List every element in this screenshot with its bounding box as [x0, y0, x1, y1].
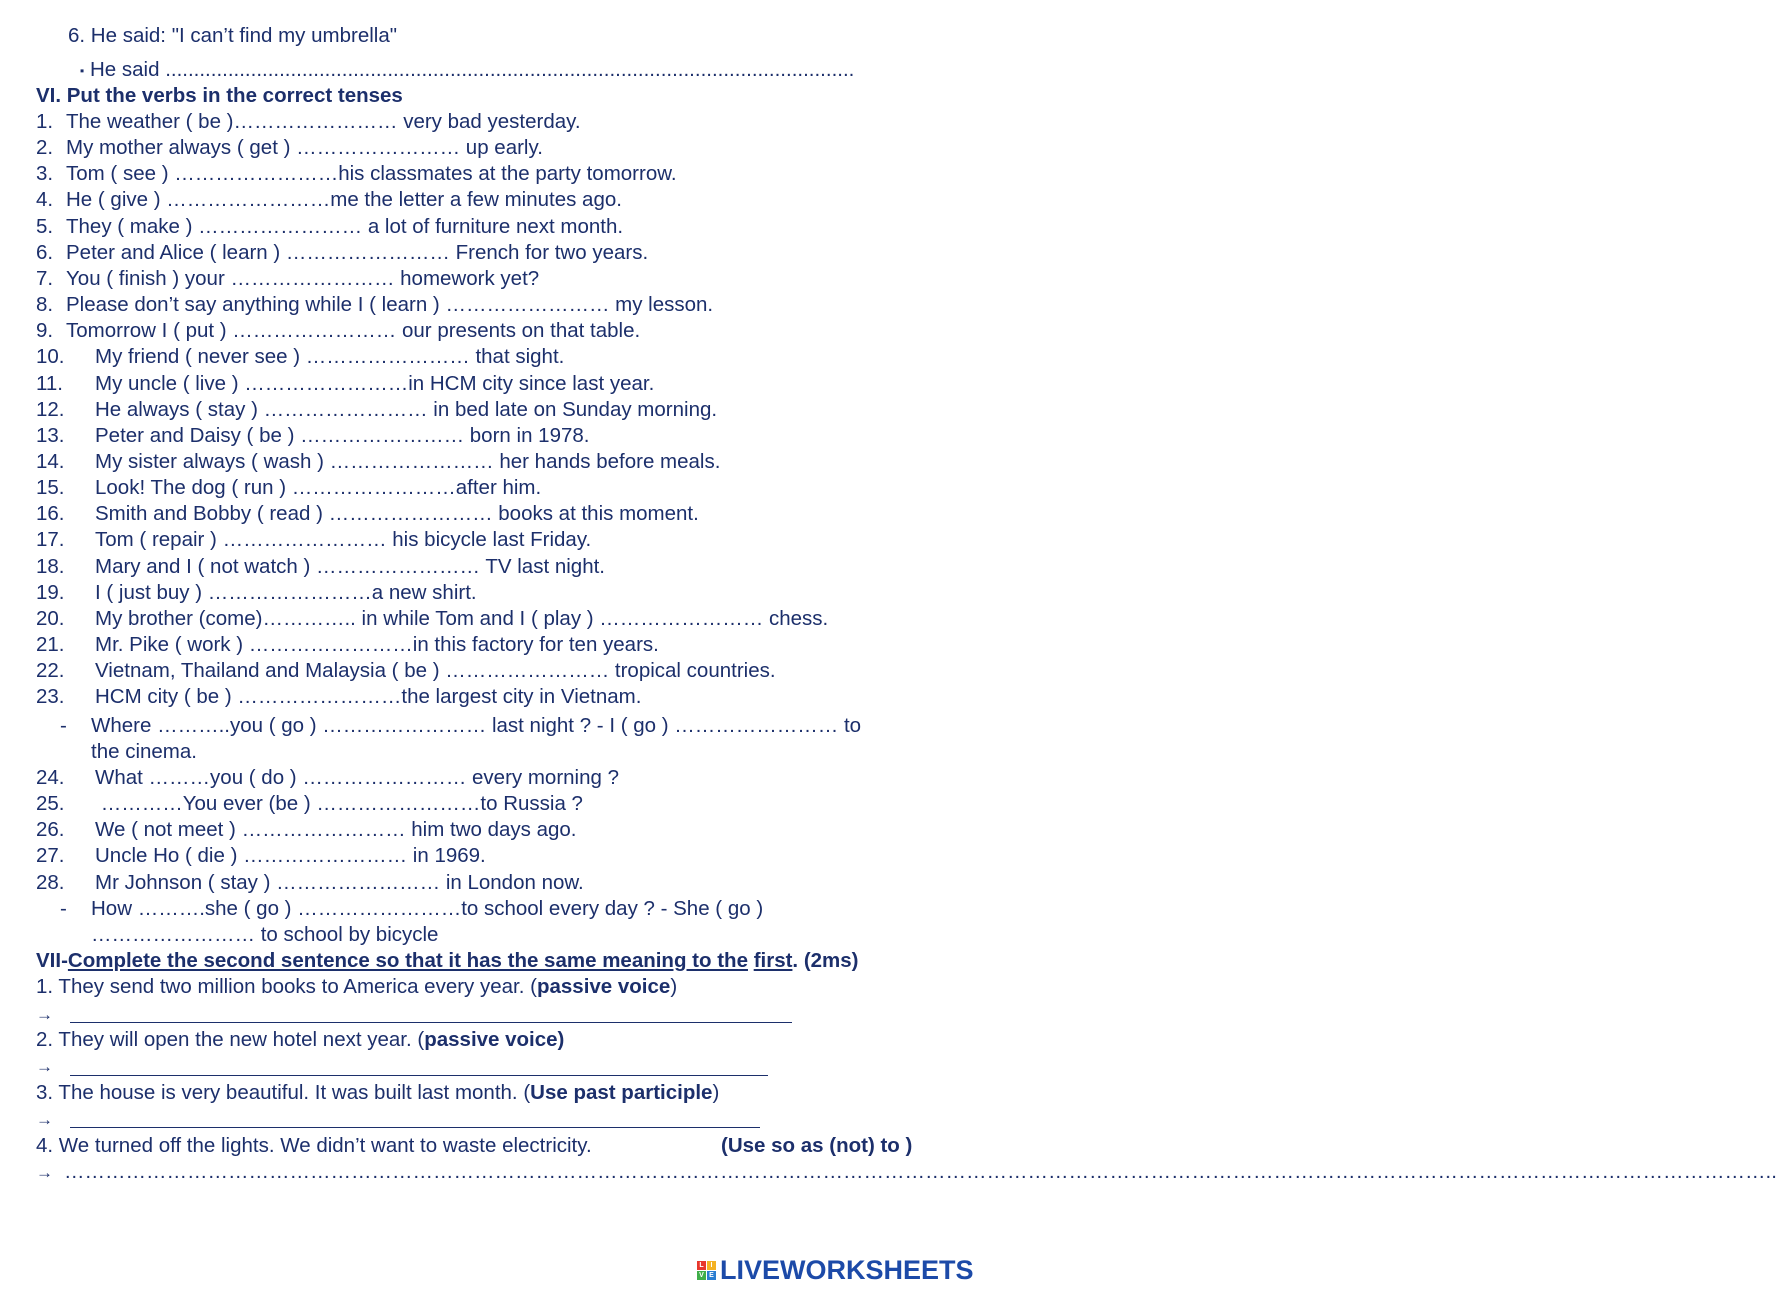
item-number: 12. [36, 397, 65, 421]
exercise-item [36, 501, 699, 527]
section7-title-marks: . (2ms) [792, 949, 859, 972]
item-text[interactable]: Uncle Ho ( die ) …………………… in 1969. [95, 844, 486, 868]
exercise-item [36, 449, 720, 475]
exercise-item [36, 371, 654, 397]
logo-letter-tile: E [707, 1271, 716, 1280]
item-number: 23. [36, 685, 65, 709]
exercise-item [36, 135, 543, 161]
answer-line-2[interactable] [70, 1075, 768, 1076]
item-number: 17. [36, 528, 65, 552]
item-number: 14. [36, 449, 65, 473]
arrow-icon: → [36, 1163, 53, 1182]
item-number: 6. [36, 240, 54, 264]
exercise-item [36, 292, 713, 318]
item-number: 20. [36, 606, 65, 630]
item-text[interactable]: Smith and Bobby ( read ) …………………… books at this moment. [95, 502, 699, 526]
item-number: 16. [36, 502, 65, 526]
section6-title: VI. Put the verbs in the correct tenses [36, 84, 403, 107]
section7-title [36, 948, 859, 974]
question-text: 2. They will open the new hotel next year. ( [36, 1028, 425, 1051]
answer-line-1[interactable] [70, 1022, 792, 1023]
liveworksheets-logo [697, 1255, 974, 1286]
item-text[interactable]: HCM city ( be ) ……………………the largest city in Vietnam. [95, 685, 642, 709]
item-text[interactable]: My brother (come)………….. in while Tom and I ( play ) …………………… chess. [95, 606, 829, 630]
answer-arrow-1 [36, 1001, 64, 1028]
arrow-icon: → [36, 1005, 53, 1024]
answer-blank-4[interactable]: …………………………………………………………………………………………………………………………………………………………………………………………………………………………….. [64, 1160, 1777, 1183]
prev-answer-prefix: He said [89, 58, 160, 81]
item-text[interactable]: We ( not meet ) …………………… him two days ago. [95, 818, 577, 842]
exercise-item [36, 318, 640, 344]
exercise-item [36, 266, 539, 292]
question-hint: (Use so as (not) to ) [721, 1134, 913, 1157]
exercise-item [36, 632, 659, 658]
item-text[interactable]: Peter and Daisy ( be ) …………………… born in 1978. [95, 423, 590, 447]
item-text[interactable]: Mary and I ( not watch ) …………………… TV last night. [95, 554, 605, 578]
answer-line-3[interactable] [70, 1127, 760, 1128]
logo-icon [697, 1261, 716, 1280]
item-text[interactable]: They ( make ) …………………… a lot of furniture next month. [66, 214, 624, 238]
exercise-item [36, 684, 641, 710]
section7-title-main: Complete the second sentence so that it has the same meaning to the [67, 949, 748, 972]
prev-answer-line [80, 57, 854, 84]
prev-question: 6. He said: "I can’t find my umbrella" [68, 24, 398, 47]
item-text[interactable]: Tom ( repair ) …………………… his bicycle last Friday. [95, 528, 592, 552]
logo-text: LIVEWORKSHEETS [720, 1255, 974, 1285]
dash-item-text[interactable]: Where ………..you ( go ) …………………… last night ? - I ( go ) …………………… to [91, 714, 862, 737]
answer-arrow-3 [36, 1106, 64, 1133]
item-text[interactable]: Look! The dog ( run ) ……………………after him. [95, 476, 542, 500]
item-number: 11. [36, 371, 63, 395]
answer-arrow-2 [36, 1053, 64, 1080]
section6-dash-item-2-cont[interactable]: …………………… to school by bicycle [91, 923, 439, 946]
question-text: 4. We turned off the lights. We didn’t want to waste electricity. [36, 1134, 592, 1157]
item-number: 3. [36, 162, 54, 186]
logo-letter-tile: L [697, 1261, 706, 1270]
rewrite-question-3 [36, 1080, 719, 1106]
item-text[interactable]: …………You ever (be ) ……………………to Russia ? [95, 792, 583, 816]
exercise-item [36, 397, 717, 423]
exercise-item [36, 161, 677, 187]
item-number: 1. [36, 110, 54, 133]
item-text[interactable]: He ( give ) ……………………me the letter a few minutes ago. [66, 188, 622, 212]
section6-dash-item-1-cont: the cinema. [91, 740, 197, 763]
item-text[interactable]: Please don’t say anything while I ( learn ) …………………… my lesson. [66, 293, 714, 317]
question-text: 3. The house is very beautiful. It was built last month. ( [36, 1081, 531, 1104]
section6-dash-item-2 [36, 896, 763, 922]
exercise-item [36, 475, 541, 501]
item-number: 13. [36, 423, 65, 447]
bullet-icon: ▪ [80, 63, 85, 78]
exercise-item [36, 606, 828, 632]
exercise-item [36, 580, 477, 606]
item-number: 4. [36, 188, 54, 212]
item-number: 15. [36, 476, 65, 500]
item-number: 19. [36, 580, 65, 604]
exercise-item [36, 423, 589, 449]
prev-answer-blank[interactable]: ......................................................................................................................... [165, 58, 855, 81]
item-number: 25. [36, 792, 65, 816]
dash-marker: - [60, 714, 67, 737]
exercise-item [36, 240, 648, 266]
item-text[interactable]: My sister always ( wash ) …………………… her hands before meals. [95, 449, 721, 473]
logo-letter-tile: V [697, 1271, 706, 1280]
item-number: 8. [36, 293, 54, 317]
rewrite-question-2 [36, 1027, 564, 1053]
question-hint: Use past participle [530, 1081, 713, 1104]
exercise-item [36, 214, 623, 240]
exercise-item [36, 554, 605, 580]
item-number: 24. [36, 766, 65, 789]
item-number: 10. [36, 345, 65, 369]
section7-title-first: first [753, 949, 793, 972]
exercise-item [36, 791, 583, 817]
exercise-item [36, 344, 564, 370]
item-text[interactable]: Tomorrow I ( put ) …………………… our presents on that table. [66, 319, 641, 343]
item-text[interactable]: Mr. Pike ( work ) ……………………in this factory for ten years. [95, 633, 659, 656]
item-text[interactable]: Vietnam, Thailand and Malaysia ( be ) …………………… tropical countries. [95, 659, 776, 683]
question-hint-close: ) [670, 975, 678, 998]
item-number: 2. [36, 136, 54, 160]
item-number: 7. [36, 266, 54, 290]
item-text[interactable]: Mr Johnson ( stay ) …………………… in London now. [95, 870, 584, 894]
rewrite-question-4 [36, 1133, 913, 1159]
item-number: 18. [36, 554, 65, 578]
arrow-icon: → [36, 1057, 53, 1076]
item-text[interactable]: You ( finish ) your …………………… homework yet? [66, 266, 540, 290]
item-text[interactable]: The weather ( be )…………………… very bad yesterday. [66, 110, 581, 133]
item-number: 9. [36, 319, 54, 343]
exercise-item [36, 527, 591, 553]
item-text[interactable]: My mother always ( get ) …………………… up early. [66, 136, 543, 160]
exercise-item [36, 765, 619, 791]
section6-dash-item-1 [36, 713, 861, 739]
item-number: 21. [36, 633, 65, 656]
dash-marker: - [60, 897, 67, 920]
item-text[interactable]: My uncle ( live ) ……………………in HCM city since last year. [95, 371, 655, 395]
item-number: 28. [36, 870, 65, 894]
exercise-item [36, 870, 584, 896]
item-number: 26. [36, 818, 65, 842]
item-number: 27. [36, 844, 65, 868]
question-hint-close: ) [712, 1081, 720, 1104]
exercise-item [36, 817, 577, 843]
section7-prefix: VII- [36, 949, 68, 972]
item-text[interactable]: I ( just buy ) ……………………a new shirt. [95, 580, 477, 604]
rewrite-question-1 [36, 974, 677, 1000]
dash-item-text[interactable]: How ……….she ( go ) ……………………to school every day ? - She ( go ) [91, 897, 764, 920]
item-number: 22. [36, 659, 65, 683]
logo-letter-tile: I [707, 1261, 716, 1270]
exercise-item [36, 187, 622, 213]
question-hint: passive voice) [424, 1028, 565, 1051]
item-text[interactable]: What ………you ( do ) …………………… every morning ? [95, 766, 620, 789]
item-text[interactable]: Tom ( see ) ……………………his classmates at the party tomorrow. [66, 162, 677, 186]
item-text[interactable]: Peter and Alice ( learn ) …………………… French for two years. [66, 240, 649, 264]
item-number: 5. [36, 214, 54, 238]
question-text: 1. They send two million books to America every year. ( [36, 975, 537, 998]
exercise-item [36, 843, 486, 869]
arrow-icon: → [36, 1110, 53, 1129]
exercise-item [36, 658, 776, 684]
item-text[interactable]: He always ( stay ) …………………… in bed late on Sunday morning. [95, 397, 718, 421]
exercise-item [36, 109, 581, 135]
item-text[interactable]: My friend ( never see ) …………………… that sight. [95, 345, 565, 369]
question-hint: passive voice [536, 975, 671, 998]
answer-row-4 [36, 1159, 1777, 1186]
